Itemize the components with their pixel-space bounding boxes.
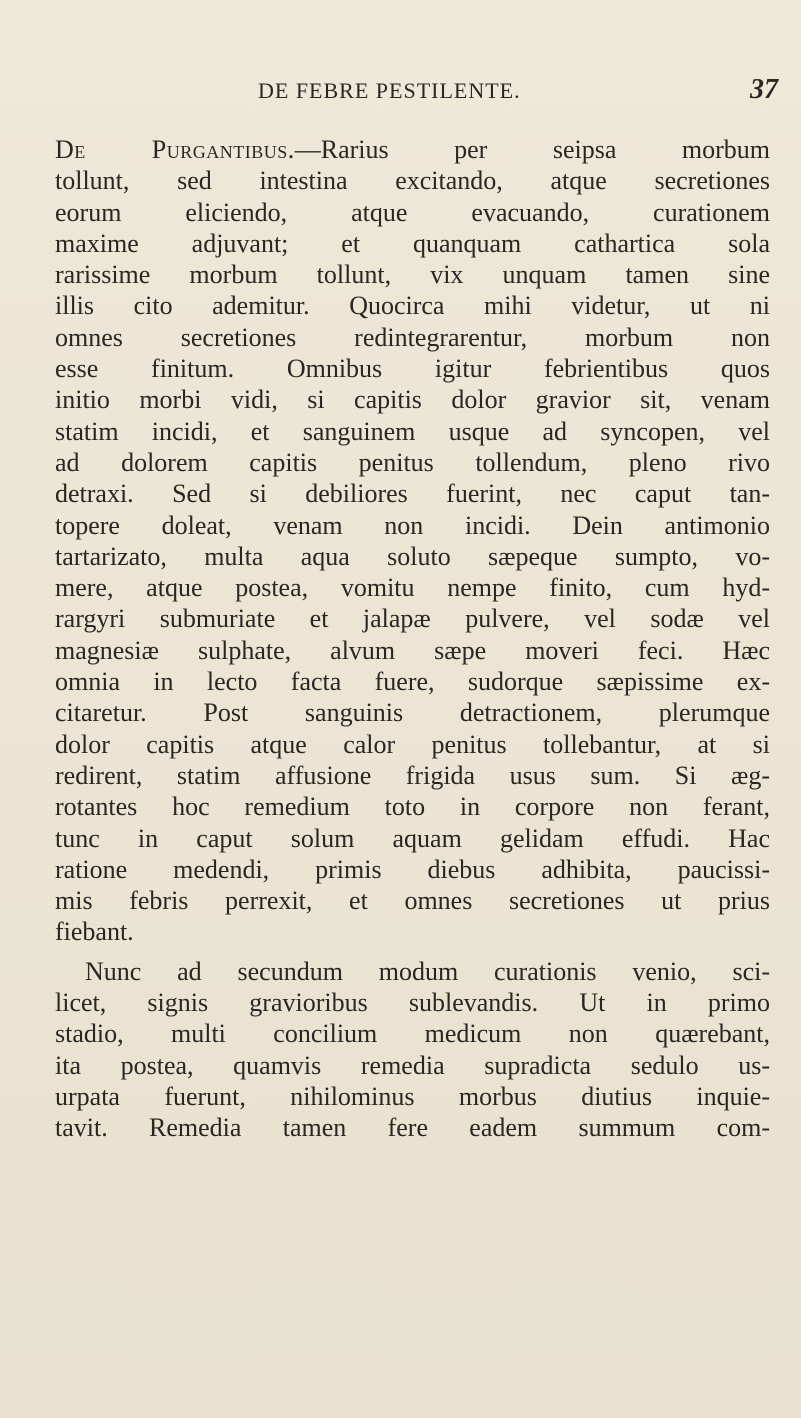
paragraph-purgantibus	[55, 134, 770, 948]
text-line: topere doleat, venam non incidi. Dein antimonio	[55, 510, 770, 540]
paragraph-secundum-modum	[55, 956, 770, 1144]
text-line: eorum eliciendo, atque evacuando, curationem	[55, 197, 770, 227]
text-line: rotantes hoc remedium toto in corpore non ferant,	[55, 792, 770, 822]
text-line: tollunt, sed intestina excitando, atque secretiones	[55, 166, 770, 196]
text-line: fiebant.	[55, 917, 134, 947]
text-line: mere, atque postea, vomitu nempe finito, cum hyd-	[55, 573, 770, 603]
text-line: Nunc ad secundum modum curationis venio, sci-	[85, 956, 770, 986]
text-line: ad dolorem capitis penitus tollendum, pleno rivo	[55, 447, 770, 477]
text-line: rargyri submuriate et jalapæ pulvere, vel sodæ vel	[55, 604, 770, 634]
body-text	[55, 134, 770, 1144]
running-title: DE FEBRE PESTILENTE.	[258, 78, 521, 103]
text-line: initio morbi vidi, si capitis dolor gravior sit, venam	[55, 385, 770, 415]
text-line: licet, signis gravioribus sublevandis. Ut in primo	[55, 988, 770, 1018]
text-line: detraxi. Sed si debiliores fuerint, nec caput tan-	[55, 479, 770, 509]
text-line: tunc in caput solum aquam gelidam effudi. Hac	[55, 823, 770, 853]
text-line: magnesiæ sulphate, alvum sæpe moveri feci. Hæc	[55, 635, 770, 665]
text-line: stadio, multi concilium medicum non quærebant,	[55, 1019, 770, 1049]
text-line: maxime adjuvant; et quanquam cathartica sola	[55, 228, 770, 258]
text-line: illis cito ademitur. Quocirca mihi videtur, ut ni	[55, 291, 770, 321]
text-line-rest: —Rarius per seipsa morbum	[294, 135, 770, 164]
text-line: esse finitum. Omnibus igitur febrientibus quos	[55, 354, 770, 384]
text-line: tartarizato, multa aqua soluto sæpeque sumpto, vo-	[55, 541, 770, 571]
text-line: ita postea, quamvis remedia supradicta sedulo us-	[55, 1050, 770, 1080]
text-line: omnia in lecto facta fuere, sudorque sæpissime ex-	[55, 667, 770, 697]
text-line: mis febris perrexit, et omnes secretiones ut prius	[55, 886, 770, 916]
text-line: rarissime morbum tollunt, vix unquam tamen sine	[55, 260, 770, 290]
text-line: redirent, statim affusione frigida usus sum. Si æg-	[55, 760, 770, 790]
text-line: tavit. Remedia tamen fere eadem summum com-	[55, 1113, 770, 1143]
page-header	[258, 74, 778, 114]
text-line: urpata fuerunt, nihilominus morbus diutius inquie-	[55, 1081, 770, 1111]
text-line: dolor capitis atque calor penitus tollebantur, at si	[55, 729, 770, 759]
text-line: ratione medendi, primis diebus adhibita, paucissi-	[55, 854, 770, 884]
text-line: citaretur. Post sanguinis detractionem, plerumque	[55, 698, 770, 728]
paragraph-gap	[55, 948, 770, 956]
page-number: 37	[750, 74, 778, 105]
text-line: statim incidi, et sanguinem usque ad syncopen, vel	[55, 416, 770, 446]
text-line	[55, 134, 770, 165]
text-line: omnes secretiones redintegrarentur, morbum non	[55, 322, 770, 352]
section-heading: De Purgantibus.	[55, 135, 295, 164]
